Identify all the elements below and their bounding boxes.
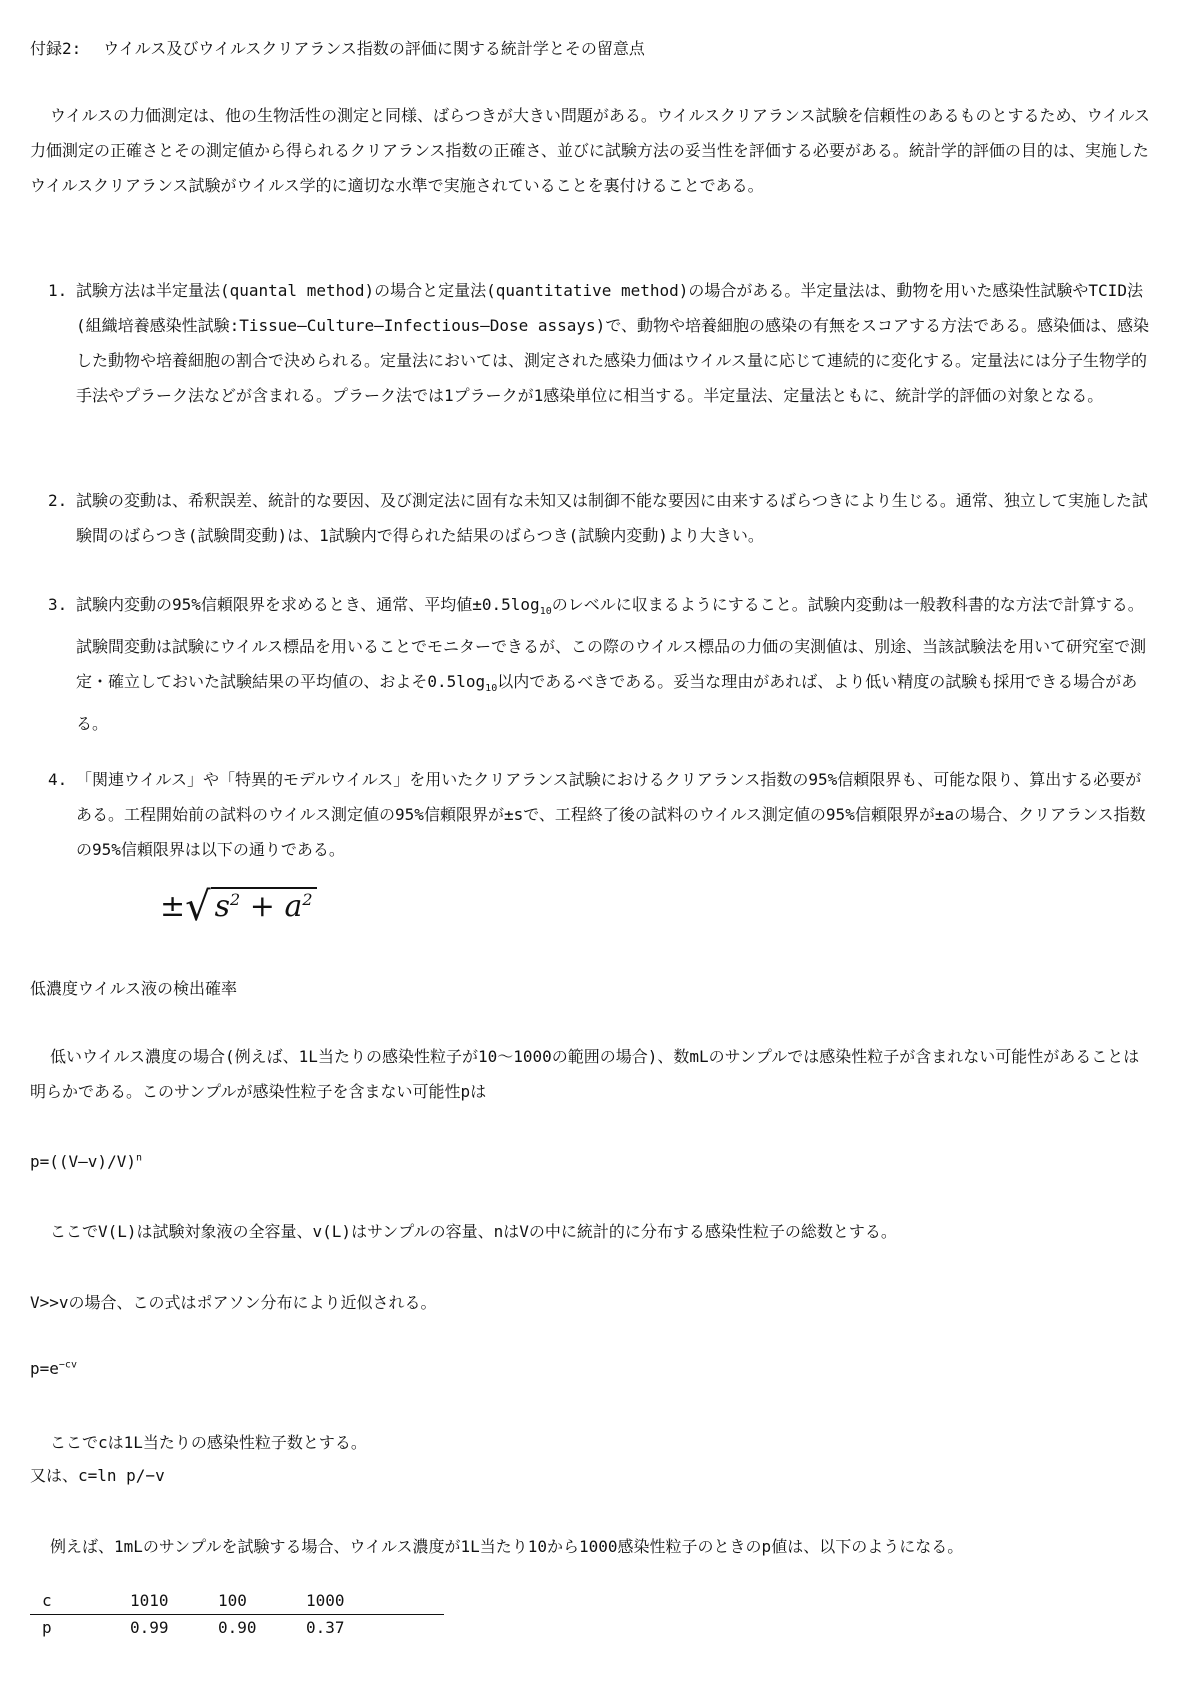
item-number: 3. <box>48 595 68 614</box>
list-item-2 <box>48 483 1152 553</box>
table-cell: 0.37 <box>306 1618 345 1637</box>
item-number: 1. <box>48 281 68 300</box>
table-cell: 0.90 <box>218 1618 257 1637</box>
equation-1-note: ここでV(L)は試験対象液の全容量、v(L)はサンプルの容量、nはVの中に統計的に分布する感染性粒子の総数とする。 <box>50 1222 897 1241</box>
item-text: 試験の変動は、希釈誤差、統計的な要因、及び測定法に固有な未知又は制御不能な要因に由来するばらつきにより生じる。通常、独立して実施した試験間のばらつき(試験間変動)は、1試験内で得られた結果のばらつき(試験内変動)より大きい。 <box>76 491 1148 545</box>
table-cell: p <box>42 1618 52 1637</box>
intro-paragraph: ウイルスの力価測定は、他の生物活性の測定と同様、ばらつきが大きい問題がある。ウイルスクリアランス試験を信頼性のあるものとするため、ウイルス力価測定の正確さとその測定値から得られるクリアランス指数の正確さ、並びに試験方法の妥当性を評価する必要がある。統計学的評価の目的は、実施したウイルスクリアランス試験がウイルス学的に適切な水準で実施されていることを裏付けることである。 <box>30 106 1150 195</box>
table-cell: 1010 <box>130 1591 169 1610</box>
list-item-4 <box>48 762 1152 867</box>
appendix-title: ウイルス及びウイルスクリアランス指数の評価に関する統計学とその留意点 <box>103 39 645 58</box>
item-text: 「関連ウイルス」や「特異的モデルウイルス」を用いたクリアランス試験におけるクリアランス指数の95%信頼限界も、可能な限り、算出する必要がある。工程開始前の試料のウイルス測定値の95%信頼限界が±sで、工程終了後の試料のウイルス測定値の95%信頼限界が±aの場合、クリアランス指数の95%信頼限界は以下の通りである。 <box>76 770 1146 859</box>
equation-2-note: ここでcは1L当たりの感染性粒子数とする。 <box>50 1433 367 1452</box>
list-item-3 <box>48 587 1152 741</box>
item-number: 2. <box>48 491 68 510</box>
appendix-label: 付録2: <box>30 39 82 58</box>
table-row <box>30 1615 444 1641</box>
table-cell: 1000 <box>306 1591 345 1610</box>
table-cell: 100 <box>218 1591 247 1610</box>
item-text: 試験方法は半定量法(quantal method)の場合と定量法(quantitative method)の場合がある。半定量法は、動物を用いた感染性試験やTCID法(組織培養感染性試験:Tissue—Culture—Infectious—Dose assays)で、動物や培養細胞の感染の有無をスコアする方法である。感染価は、感染した動物や培養細胞の割合で決められる。定量法においては、測定された感染力価はウイルス量に応じて連続的に変化する。定量法には分子生物学的手法やプラーク法などが含まれる。プラーク法では1プラークが1感染単位に相当する。半定量法、定量法ともに、統計学的評価の対象となる。 <box>76 281 1149 405</box>
section-title: 低濃度ウイルス液の検出確率 <box>30 979 238 998</box>
appendix-heading <box>30 36 645 59</box>
item-text: 試験内変動の95%信頼限界を求めるとき、通常、平均値$\pm 0.5\log_{10}$のレベルに収まるようにすること。試験内変動は一般教科書的な方法で計算する。試験間変動は試験にウイルス標品を用いることでモニターできるが、この際のウイルス標品の力価の実測値は、別途、当該試験法を用いて研究室で測定・確立しておいた試験結果の平均値の、およそ$0.5\log_{10}$以内であるべきである。妥当な理由があれば、より低い精度の試験も採用できる場合がある。 <box>76 595 1147 734</box>
probability-table <box>30 1588 444 1641</box>
item-number: 4. <box>48 770 68 789</box>
equation-1: p=((V—v)/V)$^n$ <box>30 1152 142 1171</box>
equation-2: $p=e^{-cv}$ <box>30 1359 77 1378</box>
section-paragraph: 低いウイルス濃度の場合(例えば、1L当たりの感染性粒子が10〜1000の範囲の場合)、数mLのサンプルでは感染性粒子が含まれない可能性があることは明らかである。このサンプルが感染性粒子を含まない可能性pは <box>30 1047 1140 1101</box>
example-text: 例えば、1mLのサンプルを試験する場合、ウイルス濃度が1L当たり10から1000感染性粒子のときのp値は、以下のようになる。 <box>50 1537 964 1556</box>
table-cell: 0.99 <box>130 1618 169 1637</box>
alternate-equation: 又は、c=ln p/−v <box>30 1466 165 1485</box>
table-row <box>30 1588 444 1615</box>
confidence-limit-formula: ±√ $s^2 + a^2$ <box>160 880 317 927</box>
approximation-note: V>>vの場合、この式はポアソン分布により近似される。 <box>30 1293 437 1312</box>
table-cell: c <box>42 1591 52 1610</box>
list-item-1 <box>48 273 1152 413</box>
